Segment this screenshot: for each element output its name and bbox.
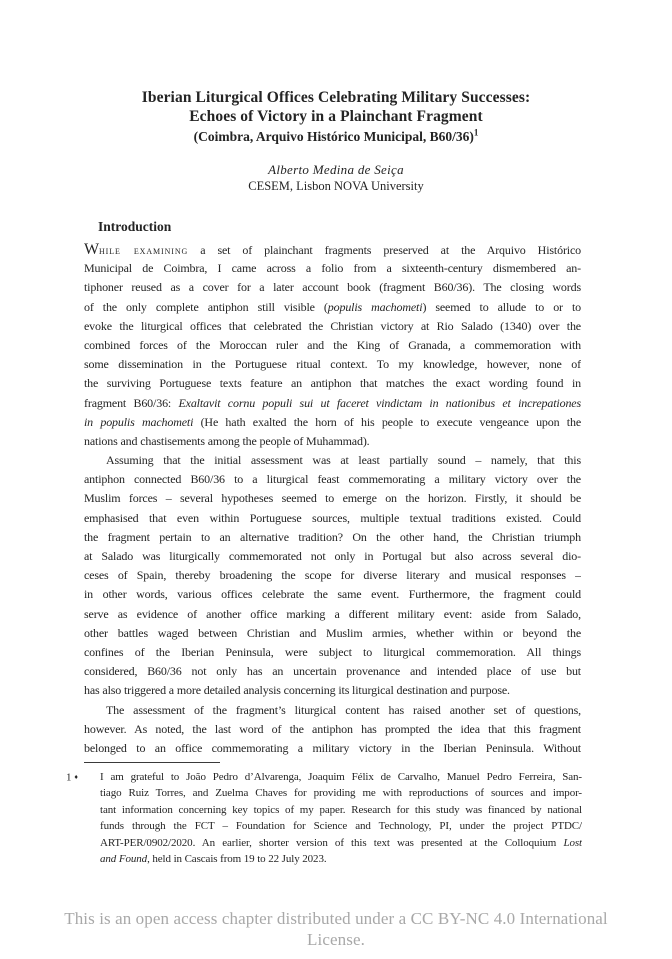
text-line: emphasised that even within Portuguese sources, multiple textual traditions existed. Could (84, 510, 581, 525)
text-line: at Salado was liturgically commemorated not only in Portugal but also across several dio- (84, 549, 581, 563)
text-line: funds through the FCT – Foundation for Science and Technology, PI, under the project PTDC/ (100, 820, 582, 833)
text-line: ART-PER/0902/2020. An earlier, shorter version of this text was presented at the Colloquium Lost (100, 836, 582, 849)
text-line: confines of the Iberian Peninsula, were subject to liturgical commemoration. All things (84, 644, 581, 659)
text-line: tiago Ruiz Torres, and Zuelma Chaves for providing me with reproductions of sources and impor- (100, 787, 582, 800)
author-name: Alberto Medina de Seiça (268, 162, 404, 177)
text-line: other battles waged between Christian and Muslim armies, whether within or beyond the (84, 625, 581, 640)
text-line: in other words, various offices celebrate the same event. Furthermore, the fragment could (84, 587, 581, 602)
footnote-bullet-icon: ♦ (74, 773, 78, 782)
paragraph (84, 701, 581, 759)
author-block (0, 162, 672, 194)
author-affiliation: CESEM, Lisbon NOVA University (248, 179, 424, 193)
paragraph (84, 240, 581, 451)
text-line: antiphon connected B60/36 to a liturgical feast commemorating a military victory over the (84, 472, 581, 487)
text-line: fragment B60/36: Exaltavit cornu populi sui ut faceret vindictam in nationibus et increpationes (84, 395, 581, 410)
text-line: evoke the liturgical offices that celebrated the Christian victory at Rio Salado (1340) over the (84, 318, 581, 333)
text-line: some dissemination in the Portuguese ritual context. To my knowledge, however, none of (84, 357, 581, 372)
title-footnote-ref: 1 (473, 127, 479, 138)
footnote-number: 1 (66, 771, 72, 784)
text-line: however. As noted, the last word of the antiphon has prompted the idea that this fragment (84, 721, 581, 736)
text-line: While examining a set of plainchant fragments preserved at the Arquivo Histórico (84, 241, 581, 258)
article-subtitle-text: (Coimbra, Arquivo Histórico Municipal, B60/36) (193, 129, 474, 144)
text-line: Municipal de Coimbra, I came across a folio from a sixteenth-century dismembered an- (84, 261, 581, 276)
text-line: Muslim forces – several hypotheses seemed to emerge on the horizon. Firstly, it should be (84, 491, 581, 506)
text-line: the fragment pertain to an alternative tradition? On the other hand, the Christian triumph (84, 529, 581, 544)
open-access-notice-line-2: License. (307, 930, 365, 950)
text-line: ceses of Spain, thereby broadening the scope for diverse literary and musical responses – (84, 568, 581, 583)
article-subtitle (0, 128, 672, 145)
footnote-separator (84, 762, 220, 763)
text-line: combined forces of the Moroccan ruler and the King of Granada, a commemoration with (84, 337, 581, 352)
text-line: tant information concerning key topics of my paper. Research for this study was financed by national (100, 803, 582, 816)
text-line: belonged to an office commemorating a military victory in the Iberian Peninsula. Without (84, 740, 581, 755)
article-title-line-2: Echoes of Victory in a Plainchant Fragment (189, 108, 483, 125)
footnote-text (100, 769, 582, 867)
text-line: Assuming that the initial assessment was at least partially sound – namely, that this (106, 453, 581, 468)
article-title-line-1: Iberian Liturgical Offices Celebrating Military Successes: (141, 89, 531, 106)
article-body (84, 240, 581, 758)
open-access-notice (0, 908, 672, 950)
text-line: serve as evidence of another office marking a different military event: aside from Salado, (84, 606, 581, 621)
footnote (66, 769, 672, 867)
open-access-notice-line-1: This is an open access chapter distributed under a CC BY-NC 4.0 International (64, 909, 608, 929)
text-line: tiphoner reused as a cover for a later account book (fragment B60/36). The closing words (84, 280, 581, 295)
section-heading-introduction: Introduction (98, 219, 172, 234)
paragraph (84, 451, 581, 700)
article-title-block (0, 0, 672, 145)
text-line: considered, B60/36 not only has an uncertain provenance and intended place of use but (84, 664, 581, 679)
text-line: and Found, held in Cascais from 19 to 22 July 2023. (100, 853, 327, 866)
text-line: the surviving Portuguese texts feature an antiphon that matches the exact wording found in (84, 376, 581, 391)
text-line: in populis machometi (He hath exalted the horn of his people to execute vengeance upon the (84, 414, 581, 429)
text-line: nations and chastisements among the people of Muhammad). (84, 433, 370, 448)
text-line: has also triggered a more detailed analysis concerning its liturgical destination and purpose. (84, 683, 510, 698)
footnote-marker (66, 769, 100, 867)
text-line: I am grateful to João Pedro d’Alvarenga, Joaquim Félix de Carvalho, Manuel Pedro Ferreira, San- (100, 771, 582, 784)
text-line: of the only complete antiphon still visible (populis machometi) seemed to allude to or to (84, 299, 581, 314)
text-line: The assessment of the fragment’s liturgical content has raised another set of questions, (106, 702, 581, 717)
